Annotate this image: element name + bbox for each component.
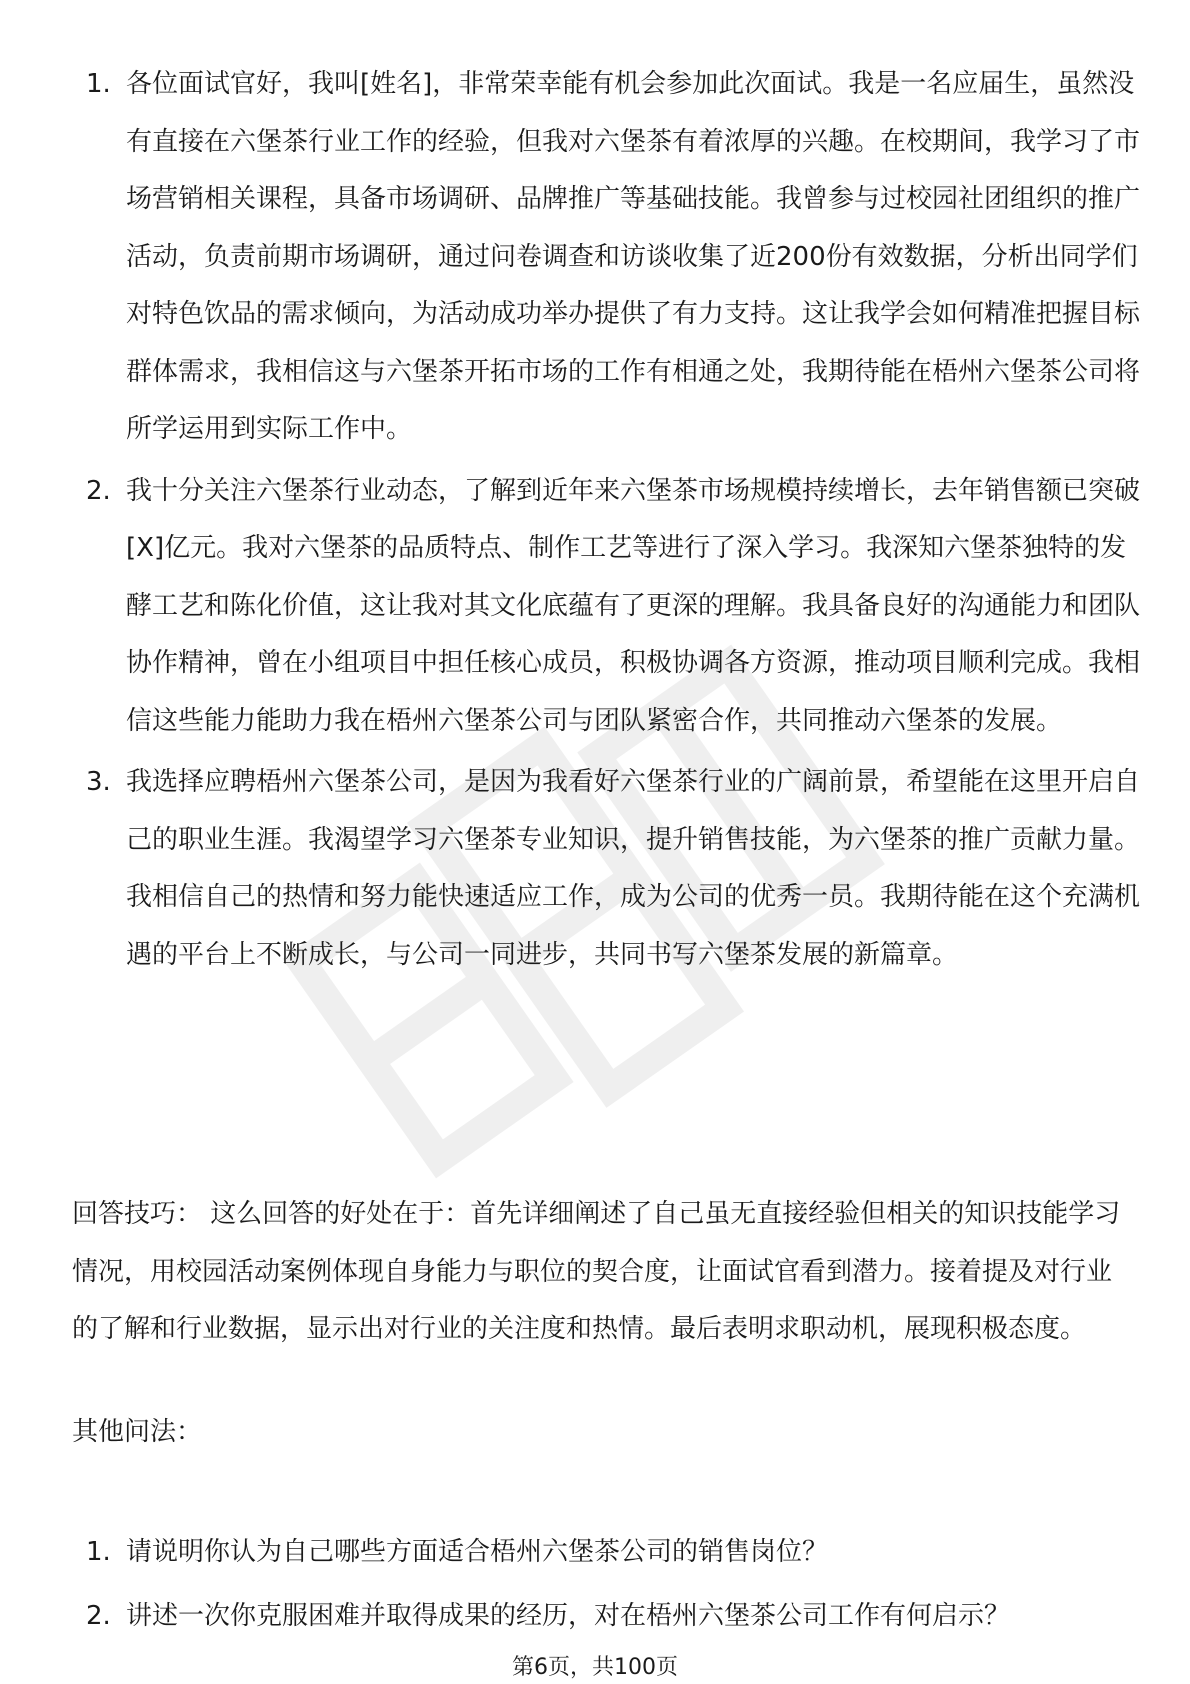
list-number: 2.: [86, 1600, 111, 1631]
list-number: 2.: [86, 475, 111, 506]
other-question-item-2: [80, 1588, 1140, 1646]
answer-item-1: [80, 56, 1140, 459]
other-questions-list: [80, 1524, 1140, 1651]
answer-text: 各位面试官好，我叫[姓名]，非常荣幸能有机会参加此次面试。我是一名应届生，虽然没有直接在六堡茶行业工作的经验，但我对六堡茶有着浓厚的兴趣。在校期间，我学习了市场营销相关课程，具备市场调研、品牌推广等基础技能。我曾参与过校园社团组织的推广活动，负责前期市场调研，通过问卷调查和访谈收集了近200份有效数据，分析出同学们对特色饮品的需求倾向，为活动成功举办提供了有力支持。这让我学会如何精准把握目标群体需求，我相信这与六堡茶开拓市场的工作有相通之处，我期待能在梧州六堡茶公司将所学运用到实际工作中。: [126, 69, 1141, 444]
question-text: 请说明你认为自己哪些方面适合梧州六堡茶公司的销售岗位？: [126, 1537, 829, 1567]
answer-text: 我选择应聘梧州六堡茶公司，是因为我看好六堡茶行业的广阔前景，希望能在这里开启自己的职业生涯。我渴望学习六堡茶专业知识，提升销售技能，为六堡茶的推广贡献力量。我相信自己的热情和努力能快速适应工作，成为公司的优秀一员。我期待能在这个充满机遇的平台上不断成长，与公司一同进步，共同书写六堡茶发展的新篇章。: [126, 767, 1141, 970]
other-questions-title: 其他问法：: [72, 1417, 203, 1447]
answer-text: 我十分关注六堡茶行业动态，了解到近年来六堡茶市场规模持续增长，去年销售额已突破[X]亿元。我对六堡茶的品质特点、制作工艺等进行了深入学习。我深知六堡茶独特的发酵工艺和陈化价值，这让我对其文化底蕴有了更深的理解。我具备良好的沟通能力和团队协作精神，曾在小组项目中担任核心成员，积极协调各方资源，推动项目顺利完成。我相信这些能力能助力我在梧州六堡茶公司与团队紧密合作，共同推动六堡茶的发展。: [126, 475, 1141, 736]
list-number: 1.: [86, 1537, 111, 1567]
answer-list: [80, 56, 1140, 988]
list-number: 3.: [86, 767, 111, 797]
list-number: 1.: [86, 69, 111, 99]
answer-tips: 回答技巧： 这么回答的好处在于：首先详细阐述了自己虽无直接经验但相关的知识技能学习情况，用校园活动案例体现自身能力与职位的契合度，让面试官看到潜力。接着提及对行业的了解和行业数据，显示出对行业的关注度和热情。最后表明求职动机，展现积极态度。: [72, 1199, 1121, 1344]
question-text: 讲述一次你克服困难并取得成果的经历，对在梧州六堡茶公司工作有何启示？: [126, 1600, 1011, 1631]
answer-item-3: [80, 754, 1140, 984]
answer-item-2: [80, 463, 1140, 751]
other-question-item-1: [80, 1524, 1140, 1582]
page-footer: 第6页，共100页: [512, 1655, 678, 1680]
